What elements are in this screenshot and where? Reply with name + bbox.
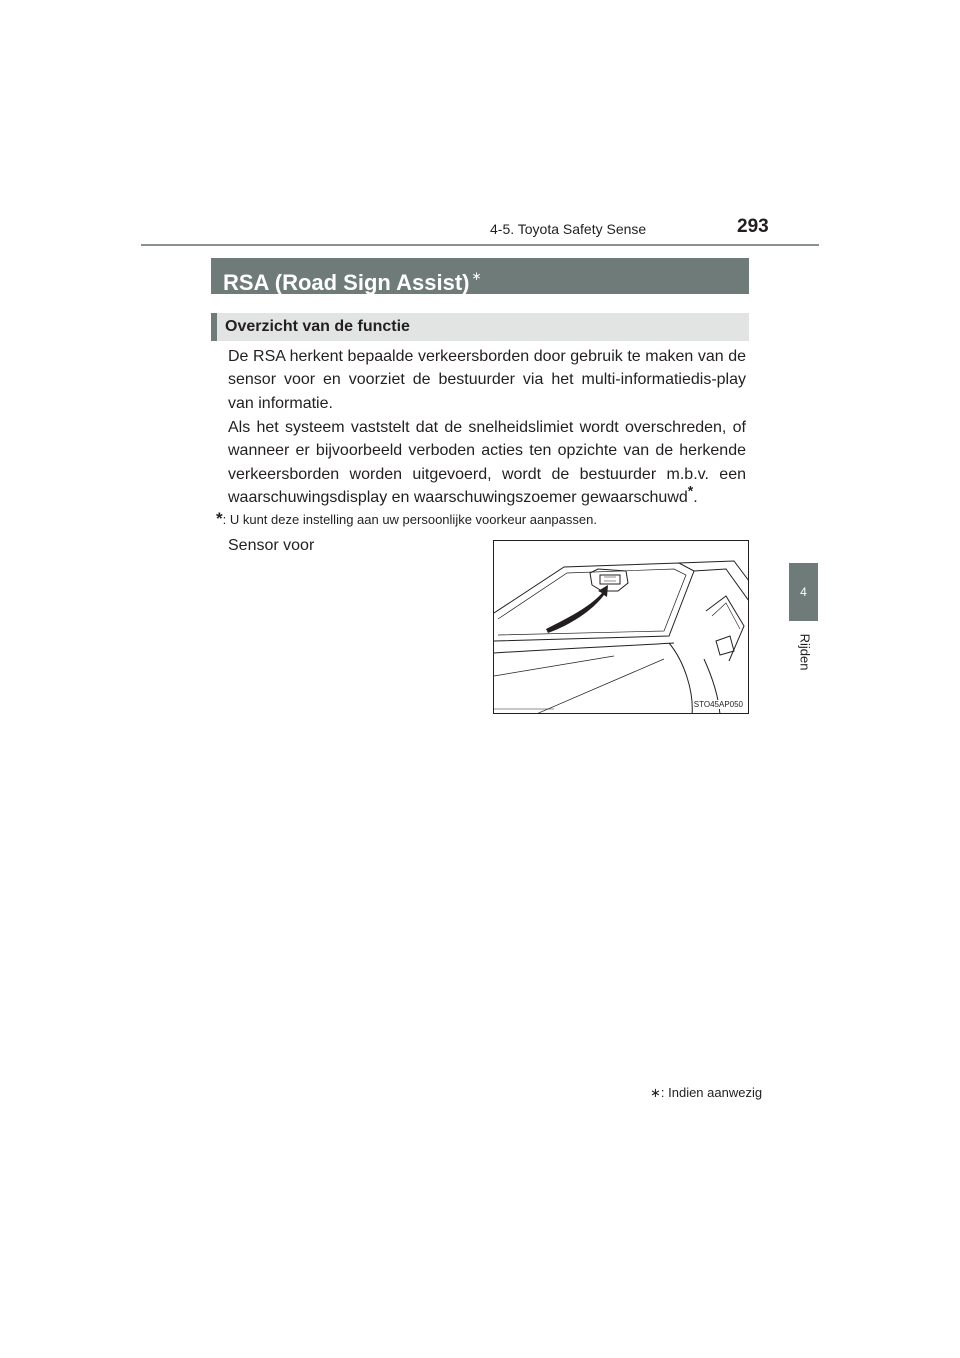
sensor-label: Sensor voor <box>228 537 315 554</box>
footnote-star: * <box>216 509 223 528</box>
paragraph-warning-end: . <box>693 488 698 506</box>
page-number: 293 <box>737 216 769 237</box>
subheading: Overzicht van de functie <box>211 313 749 341</box>
chapter-number: 4 <box>800 585 807 599</box>
chapter-label <box>795 622 815 682</box>
car-interior-drawing <box>494 541 749 714</box>
paragraph-intro: De RSA herkent bepaalde verkeersborden door gebruik te maken van de sensor voor en voorziet de bestuurder via het multi-informatiedis-play van informatie. <box>228 348 746 412</box>
section-title: RSA (Road Sign Assist) <box>223 270 470 295</box>
footnote-marker: * <box>687 482 694 499</box>
header-section-title: 4-5. Toyota Safety Sense <box>490 221 647 237</box>
header-divider <box>141 244 819 246</box>
section-title-bar <box>211 258 749 294</box>
figure-code: STO45AP050 <box>693 700 743 709</box>
windshield-sensor-illustration <box>493 540 749 714</box>
footnote <box>216 509 597 529</box>
availability-note: ∗: Indien aanwezig <box>650 1085 763 1100</box>
optional-mark: ∗ <box>471 269 482 283</box>
paragraph-warning-text: Als het systeem vaststelt dat de snelheidslimiet wordt overschreden, of wanneer er bijvoorbeeld verboden acties ten opzichte van de herkende verkeersborden worden uitgevoerd, wordt de bestuurder m.b.v. een waarschuwingsdisplay en waarschuwingszoemer gewaarschuwd <box>228 419 746 506</box>
footnote-text: : U kunt deze instelling aan uw persoonlijke voorkeur aanpassen. <box>222 512 597 527</box>
chapter-tab <box>789 563 818 621</box>
chapter-label-text: Rijden <box>797 633 813 671</box>
paragraph-warning <box>228 416 746 509</box>
